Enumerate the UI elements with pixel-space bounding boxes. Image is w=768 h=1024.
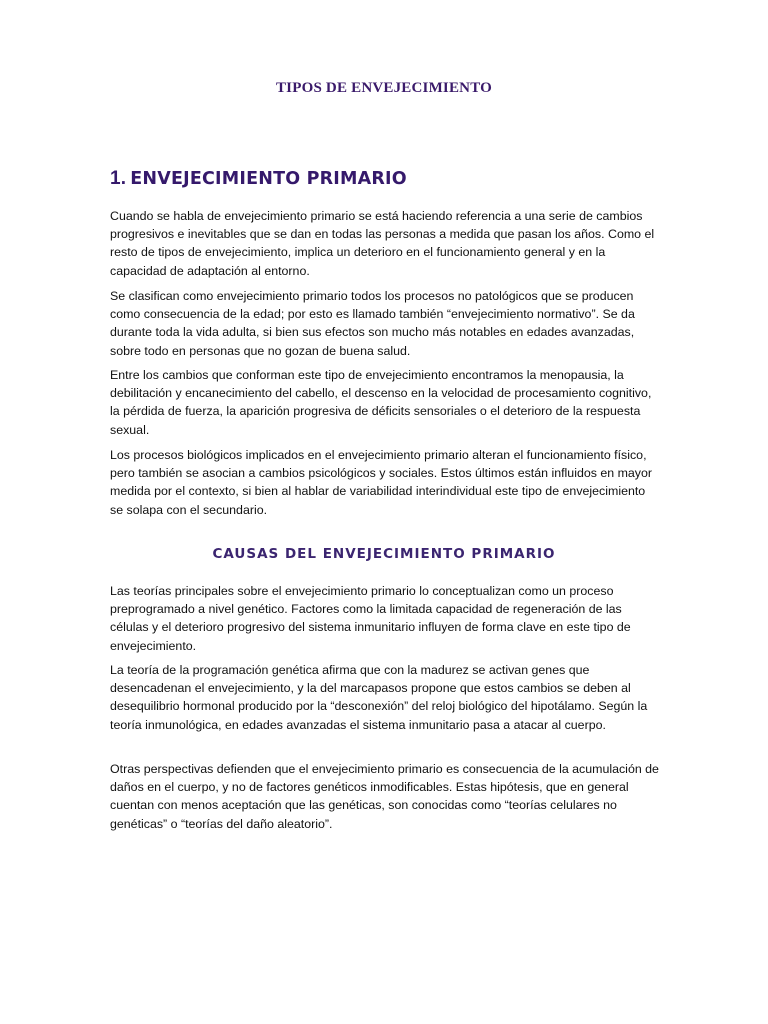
paragraph: Otras perspectivas defienden que el envejecimiento primario es consecuencia de la acumulación de daños en el cuerpo, y no de factores genéticos inmodificables. Estas hipótesis, que en general cuentan con menos aceptación que las genéticas, son conocidas como “teorías celulares no genéticas” o “teorías del daño aleatorio”. xyxy=(110,762,659,831)
section-heading xyxy=(110,168,407,190)
subsection-heading: CAUSAS DEL ENVEJECIMIENTO PRIMARIO xyxy=(212,546,556,562)
section-heading-text: ENVEJECIMIENTO PRIMARIO xyxy=(130,169,407,189)
paragraph: Se clasifican como envejecimiento primario todos los procesos no patológicos que se producen como consecuencia de la edad; por esto es llamado también “envejecimiento normativo”. Se da durante toda la vida adulta, si bien sus efectos son mucho más notables en edades avanzadas, sobre todo en personas que no gozan de buena salud. xyxy=(110,289,635,358)
section-number: 1. xyxy=(110,168,127,189)
document-title: TIPOS DE ENVEJECIMIENTO xyxy=(275,80,493,96)
paragraph: Los procesos biológicos implicados en el envejecimiento primario alteran el funcionamiento físico, pero también se asocian a cambios psicológicos y sociales. Estos últimos están influidos en mayor medida por el contexto, si bien al hablar de variabilidad interindividual este tipo de envejecimiento se solapa con el secundario. xyxy=(110,448,653,517)
paragraph: Las teorías principales sobre el envejecimiento primario lo conceptualizan como un proceso preprogramado a nivel genético. Factores como la limitada capacidad de regeneración de las células y el deterioro progresivo del sistema inmunitario influyen de forma clave en este tipo de envejecimiento. xyxy=(110,584,631,653)
paragraph: Cuando se habla de envejecimiento primario se está haciendo referencia a una serie de cambios progresivos e inevitables que se dan en todas las personas a medida que pasan los años. Como el resto de tipos de envejecimiento, implica un deterioro en el funcionamiento general y en la capacidad de adaptación al entorno. xyxy=(110,209,655,278)
paragraph: La teoría de la programación genética afirma que con la madurez se activan genes que desencadenan el envejecimiento, y la del marcapasos propone que estos cambios se deben al desequilibrio hormonal producido por la “desconexión” del reloj biológico del hipotálamo. Según la teoría inmunológica, en edades avanzadas el sistema inmunitario pasa a atacar al cuerpo. xyxy=(110,663,648,732)
paragraph: Entre los cambios que conforman este tipo de envejecimiento encontramos la menopausia, la debilitación y encanecimiento del cabello, el descenso en la velocidad de procesamiento cognitivo, la pérdida de fuerza, la aparición progresiva de déficits sensoriales o el deterioro de la respuesta sexual. xyxy=(110,368,652,437)
